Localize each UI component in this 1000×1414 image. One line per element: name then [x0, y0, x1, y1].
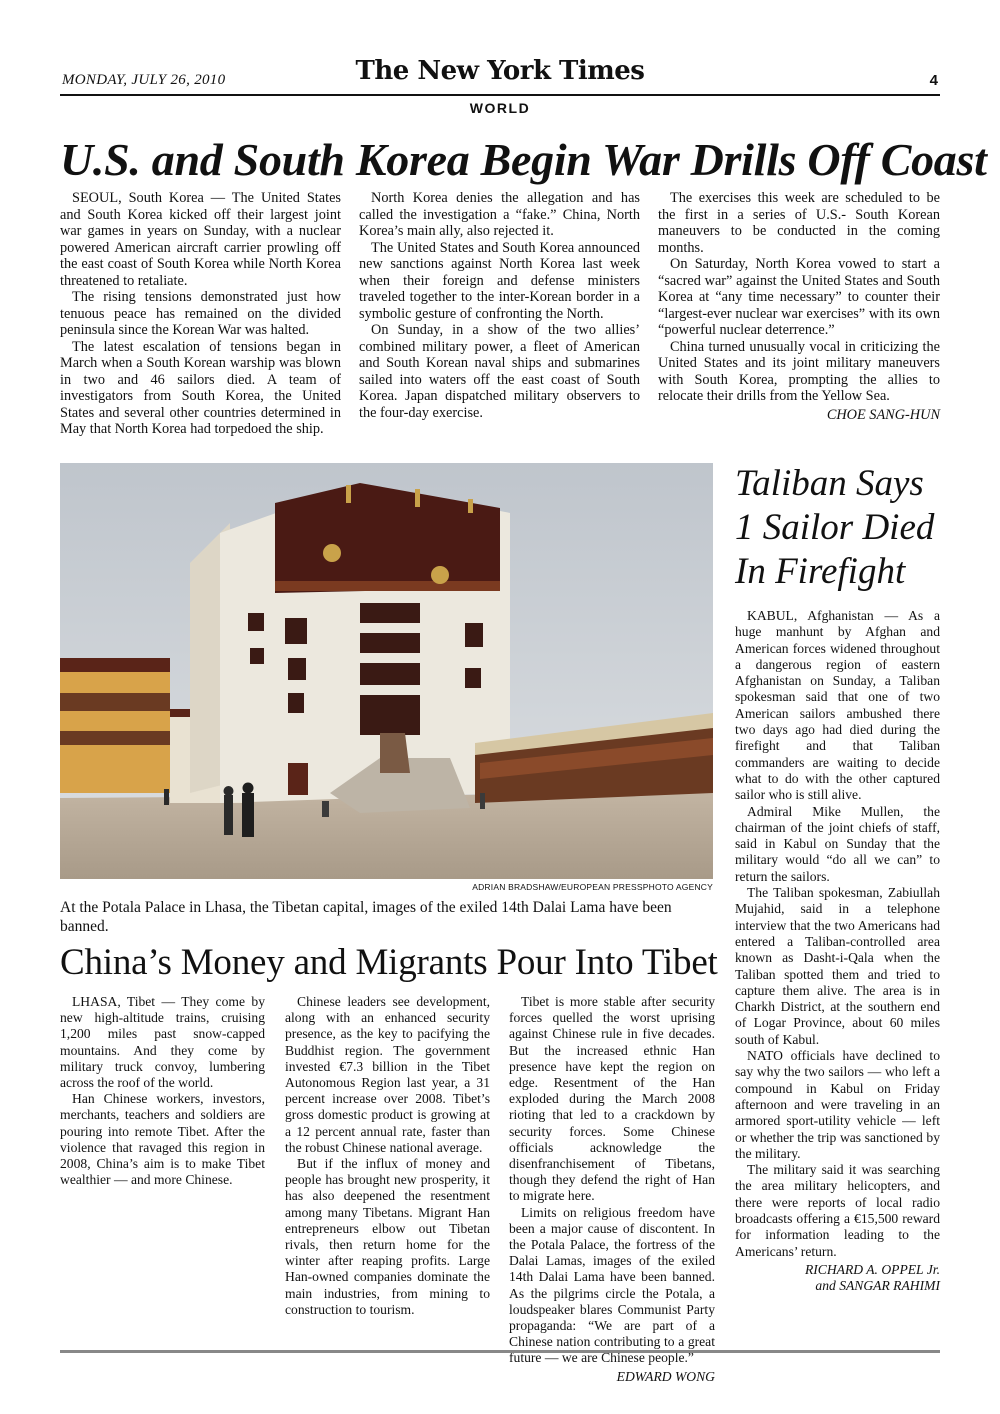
korea-byline: CHOE SANG-HUN — [826, 406, 940, 423]
tibet-column-3 — [509, 994, 715, 1385]
taliban-byline-2: and SANGAR RAHIMI — [815, 1277, 940, 1293]
taliban-byline-1: RICHARD A. OPPEL Jr. — [804, 1261, 940, 1277]
korea-column-1 — [60, 190, 341, 438]
taliban-headline: Taliban Says 1 Sailor Died In Firefight — [735, 463, 935, 592]
page-number: 4 — [929, 72, 938, 89]
taliban-paragraph: The military said it was searching the area military helicopters, and there were reports of local radio broadcasts offering a €15,500 reward for information leading to the Americans’ return. — [735, 1162, 940, 1259]
taliban-paragraph: Admiral Mike Mullen, the chairman of the joint chiefs of staff, said in Kabul on Sunday that the military would “do all we can” to return the sailors. — [735, 803, 940, 884]
photo-credit: ADRIAN BRADSHAW/EUROPEAN PRESSPHOTO AGENCY — [472, 882, 713, 892]
korea-paragraph: SEOUL, South Korea — The United States and South Korea kicked off their largest joint war games in years on Sunday, with a nuclear powered American aircraft carrier prowling off the east coast of South Korea while North Korea threatened to retaliate. — [60, 190, 341, 289]
newspaper-logo: The New York Times — [355, 56, 645, 86]
korea-paragraph: North Korea denies the allegation and has called the investigation a “fake.” China, North Korea’s main ally, also rejected it. — [359, 190, 640, 239]
korea-headline: U.S. and South Korea Begin War Drills Off Coast — [60, 134, 987, 185]
korea-column-3 — [658, 190, 940, 423]
taliban-paragraph: The Taliban spokesman, Zabiullah Mujahid, said in a telephone interview that the two Americans had entered a Taliban-controlled area known as Dasht-i-Qala when the Taliban spotted them and tried to capture them alive. The area is in Charkh District, at the southern end of Logar Province, about 60 miles south of Kabul. — [735, 885, 940, 1047]
tibet-headline: China’s Money and Migrants Pour Into Tibet — [60, 942, 718, 983]
tibet-paragraph: But if the influx of money and people has brought new prosperity, it has also deepened the resentment among many Tibetans. Migrant Han entrepreneurs elbow out Tibetan rivals, then return home for the winter after reaping profits. Large Han-owned companies dominate the main industries, from mining to construction to tourism. — [285, 1156, 490, 1317]
taliban-paragraph: NATO officials have declined to say why the two sailors — who left a compound in Kabul on Friday afternoon and were traveling in an armored sport-utility vehicle — left or whether the trip was sanctioned by the military. — [735, 1048, 940, 1161]
korea-paragraph: The exercises this week are scheduled to be the first in a series of U.S.- South Korean maneuvers to be conducted in the coming months. — [658, 190, 940, 256]
tibet-paragraph: LHASA, Tibet — They come by new high-altitude trains, cruising 1,200 miles past snow-capped mountains. And they come by military truck convoy, lumbering across the roof of the world. — [60, 994, 265, 1091]
korea-paragraph: China turned unusually vocal in criticizing the United States and its joint military maneuvers with South Korea, prompting the allies to relocate their drills from the Yellow Sea. — [658, 338, 940, 404]
korea-paragraph: On Saturday, North Korea vowed to start a “sacred war” against the United States and South Korea at “any time necessary” to counter their “largest-ever nuclear war exercises” with its own “powerful nuclear deterrence.” — [658, 256, 940, 338]
taliban-column — [735, 608, 940, 1294]
taliban-paragraph: KABUL, Afghanistan — As a huge manhunt by Afghan and American forces widened throughout a dangerous region of eastern Afghanistan on Sunday, a Taliban spokesman said that one of two American sailors ambushed there two days ago had died during the firefight and that Taliban commanders are waiting to decide what to do with the other captured sailor who is still alive. — [735, 608, 940, 803]
tibet-column-1 — [60, 994, 265, 1188]
page-bottom-rule — [60, 1350, 940, 1353]
tibet-byline: EDWARD WONG — [616, 1368, 715, 1384]
tibet-paragraph: Chinese leaders see development, along with an enhanced security presence, as the key to pacifying the Buddhist region. The government invested €7.3 billion in the Tibet Autonomous Region last year, a 31 percent increase over 2008. Tibet’s gross domestic product is growing at a 12 percent annual rate, faster than the robust Chinese national average. — [285, 994, 490, 1155]
korea-paragraph: The United States and South Korea announced new sanctions against North Korea last week when their foreign and defense ministers traveled together to the inter-Korean border in a symbolic gesture of confronting the North. — [359, 239, 640, 322]
korea-column-2 — [359, 190, 640, 421]
photo-caption: At the Potala Palace in Lhasa, the Tibetan capital, images of the exiled 14th Dalai Lama have been banned. — [60, 899, 672, 935]
tibet-column-2 — [285, 994, 490, 1318]
potala-palace-photo — [60, 463, 713, 879]
korea-paragraph: On Sunday, in a show of the two allies’ combined military power, a fleet of American and South Korean naval ships and submarines sailed into waters off the east coast of South Korea. Japan dispatched military observers to the four-day exercise. — [359, 322, 640, 421]
tibet-paragraph: Han Chinese workers, investors, merchants, teachers and soldiers are pouring into remote Tibet. After the violence that ravaged this region in 2008, China’s aim is to make Tibet wealthier — and more Chinese. — [60, 1091, 265, 1188]
tibet-paragraph: Limits on religious freedom have been a major cause of discontent. In the Potala Palace, the fortress of the Dalai Lamas, images of the exiled 14th Dalai Lama have been banned. As the pilgrims circle the Potala, a loudspeaker blares Communist Party propaganda: “We are part of a Chinese nation contributing to a great future — we are Chinese people.” — [509, 1204, 715, 1366]
korea-paragraph: The rising tensions demonstrated just how tenuous peace has remained on the divided peninsula since the Korean War was halted. — [60, 289, 341, 338]
masthead-rule — [60, 94, 940, 96]
section-label: WORLD — [469, 100, 531, 116]
issue-date: MONDAY, JULY 26, 2010 — [62, 72, 226, 88]
tibet-paragraph: Tibet is more stable after security forces quelled the worst uprising against Chinese rule in five decades. But the increased ethnic Han presence have kept the region on edge. Resentment of the Han exploded during the March 2008 rioting that led to a crackdown by security forces. Some Chinese officials acknowledge the disenfranchisement of Tibetans, though they defend the right of Han to migrate here. — [509, 994, 715, 1204]
korea-paragraph: The latest escalation of tensions began in March when a South Korean warship was blown in two and 46 sailors died. A team of investigators from South Korea, the United States and several other countries determined in May that North Korea had torpedoed the ship. — [60, 338, 341, 437]
